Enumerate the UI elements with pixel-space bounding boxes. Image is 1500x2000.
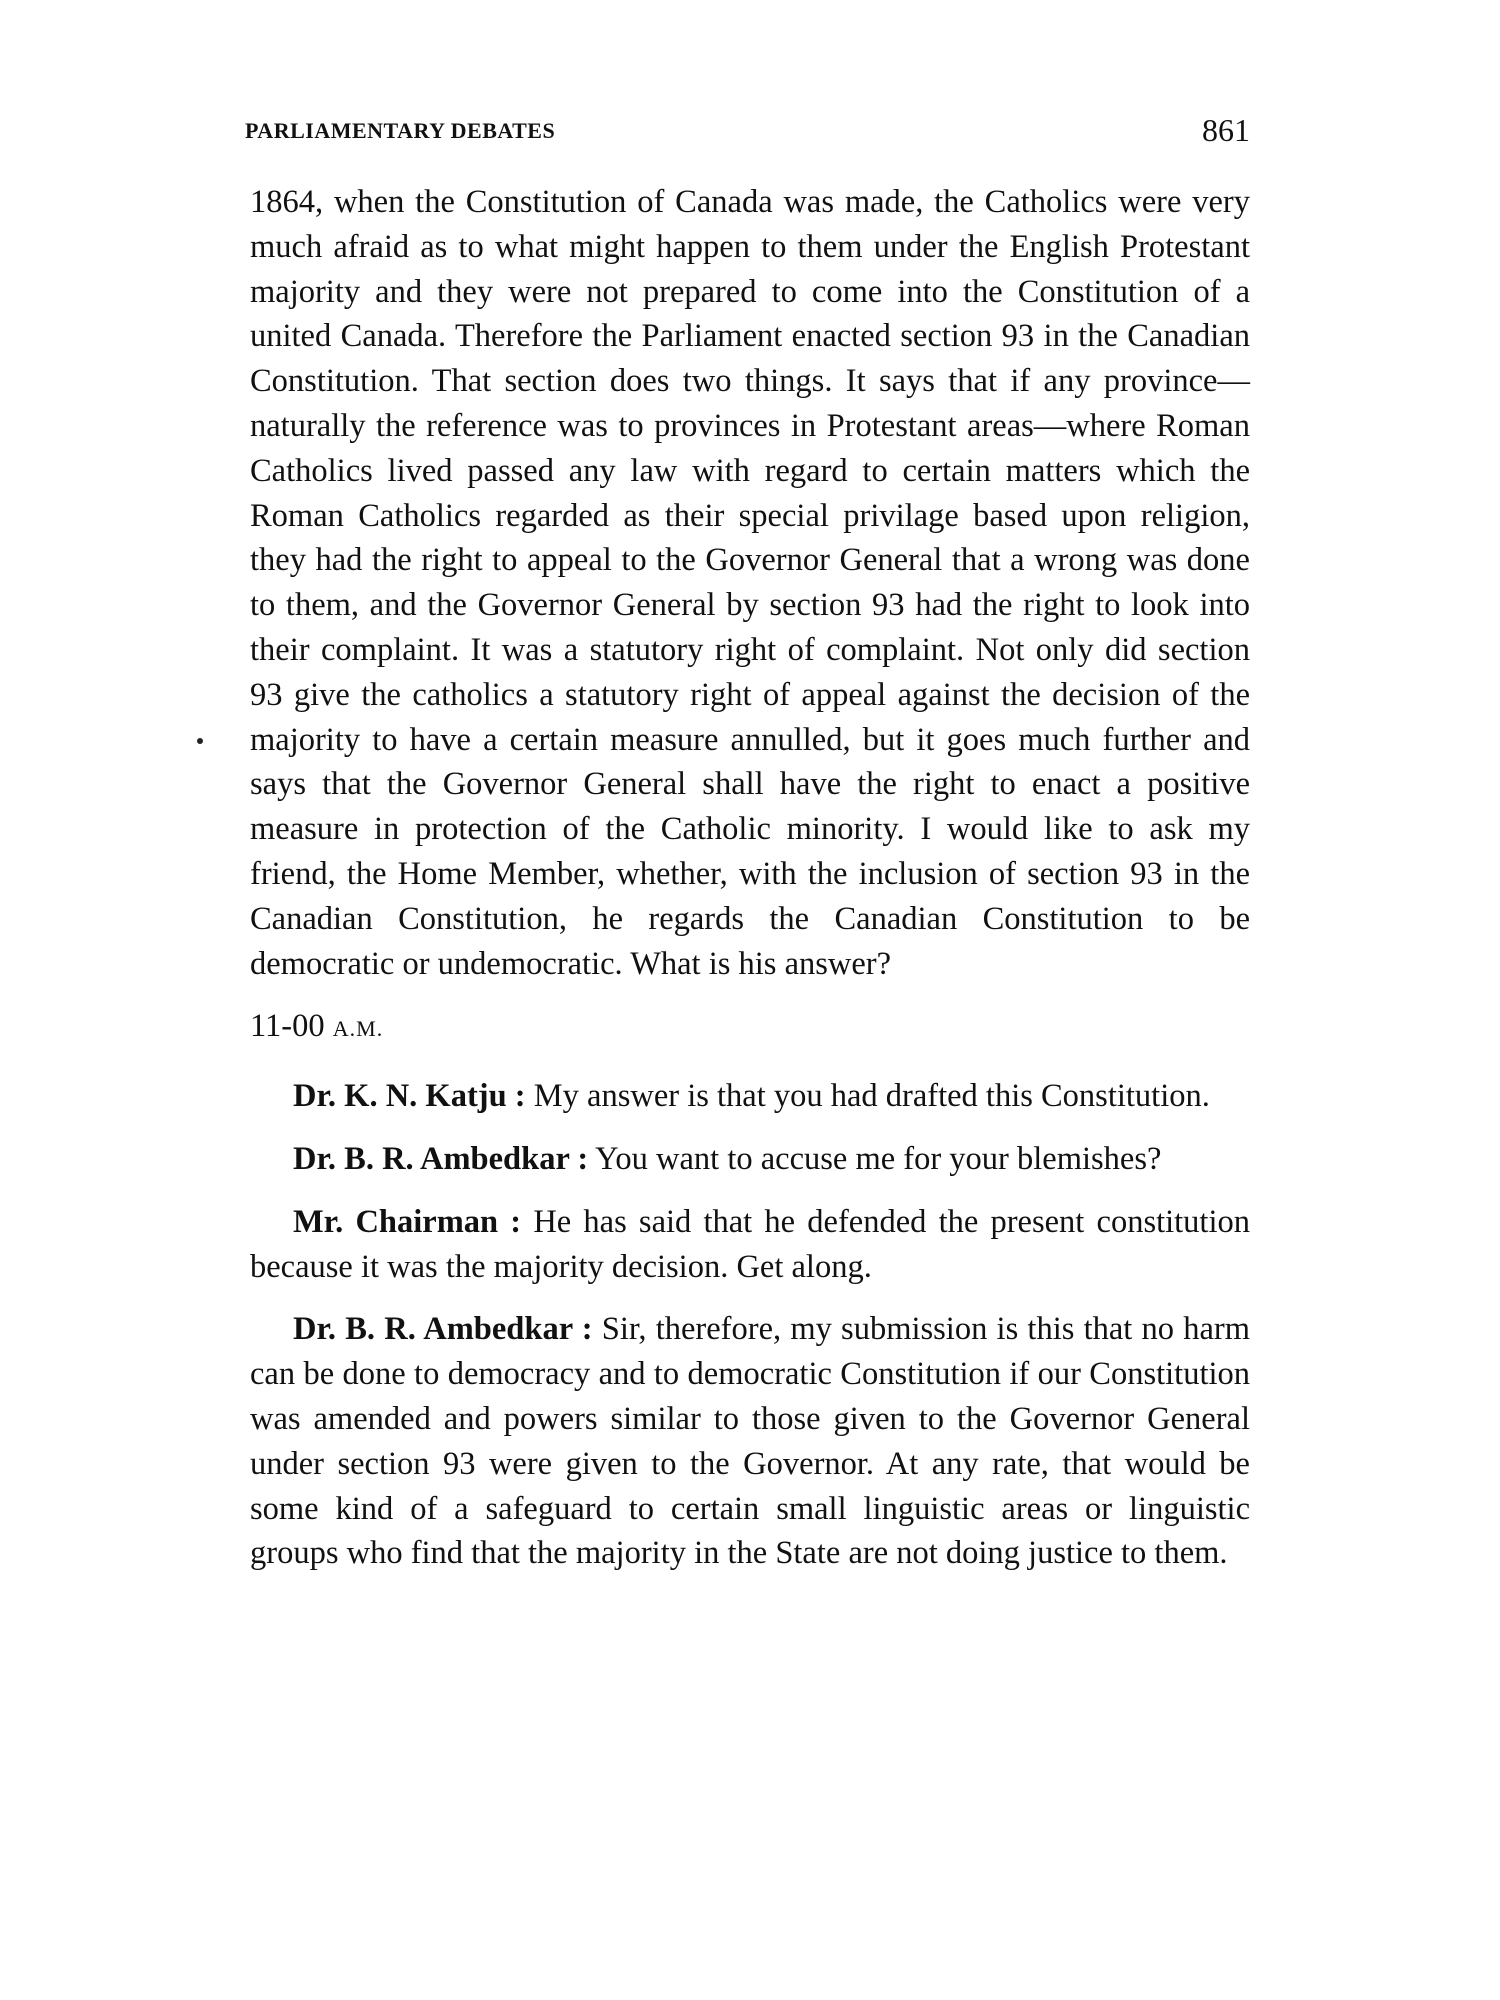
speaker-name: Dr. B. R. Ambedkar :	[293, 1140, 589, 1177]
running-header	[245, 112, 1250, 152]
journal-title: PARLIAMENTARY DEBATES	[245, 118, 556, 143]
speaker-name: Dr. B. R. Ambedkar :	[293, 1311, 593, 1348]
speech-entry	[250, 1307, 1250, 1576]
body-text	[250, 180, 1250, 1594]
timestamp-time: 11-00	[250, 1008, 325, 1045]
speech-text: He has said that he defended the present constitution because it was the majority decision. Get along.	[250, 1203, 1250, 1285]
timestamp	[250, 1004, 1250, 1052]
speech-text: Sir, therefore, my submission is this that no harm can be done to democracy and to democratic Constitution if our Constitution was amended and powers similar to those given to the Governor General under section 93 were given to the Governor. At any rate, that would be some kind of a safeguard to certain small linguistic areas or linguistic groups who find that the majority in the State are not doing justice to them.	[250, 1311, 1250, 1572]
speaker-name: Dr. K. N. Katju :	[293, 1078, 526, 1115]
speech-entry	[250, 1137, 1250, 1182]
speech-entry	[250, 1200, 1250, 1290]
margin-mark	[197, 738, 203, 744]
speaker-name: Mr. Chairman :	[293, 1203, 522, 1240]
speech-text: You want to accuse me for your blemishes?	[595, 1140, 1162, 1177]
timestamp-period: A.M.	[332, 1016, 384, 1042]
speech-entry	[250, 1074, 1250, 1119]
opening-paragraph: 1864, when the Constitution of Canada was made, the Catholics were very much afraid as to what might happen to them under the English Protestant majority and they were not prepared to come into the Constitution of a united Canada. Therefore the Parliament enacted section 93 in the Canadian Constitution. That section does two things. It says that if any province—naturally the reference was to provinces in Protestant areas—where Roman Catholics lived passed any law with regard to certain matters which the Roman Catholics regarded as their special privilage based upon religion, they had the right to appeal to the Governor General that a wrong was done to them, and the Governor General by section 93 had the right to look into their complaint. It was a statutory right of complaint. Not only did section 93 give the catholics a statutory right of appeal against the decision of the majority to have a certain measure annulled, but it goes much further and says that the Governor General shall have the right to enact a positive measure in protection of the Catholic minority. I would like to ask my friend, the Home Member, whether, with the inclusion of section 93 in the Canadian Constitution, he regards the Canadian Constitution to be democratic or undemocratic. What is his answer?	[250, 184, 1250, 982]
page-number: 861	[1202, 112, 1250, 148]
speech-text: My answer is that you had drafted this Constitution.	[533, 1078, 1210, 1115]
